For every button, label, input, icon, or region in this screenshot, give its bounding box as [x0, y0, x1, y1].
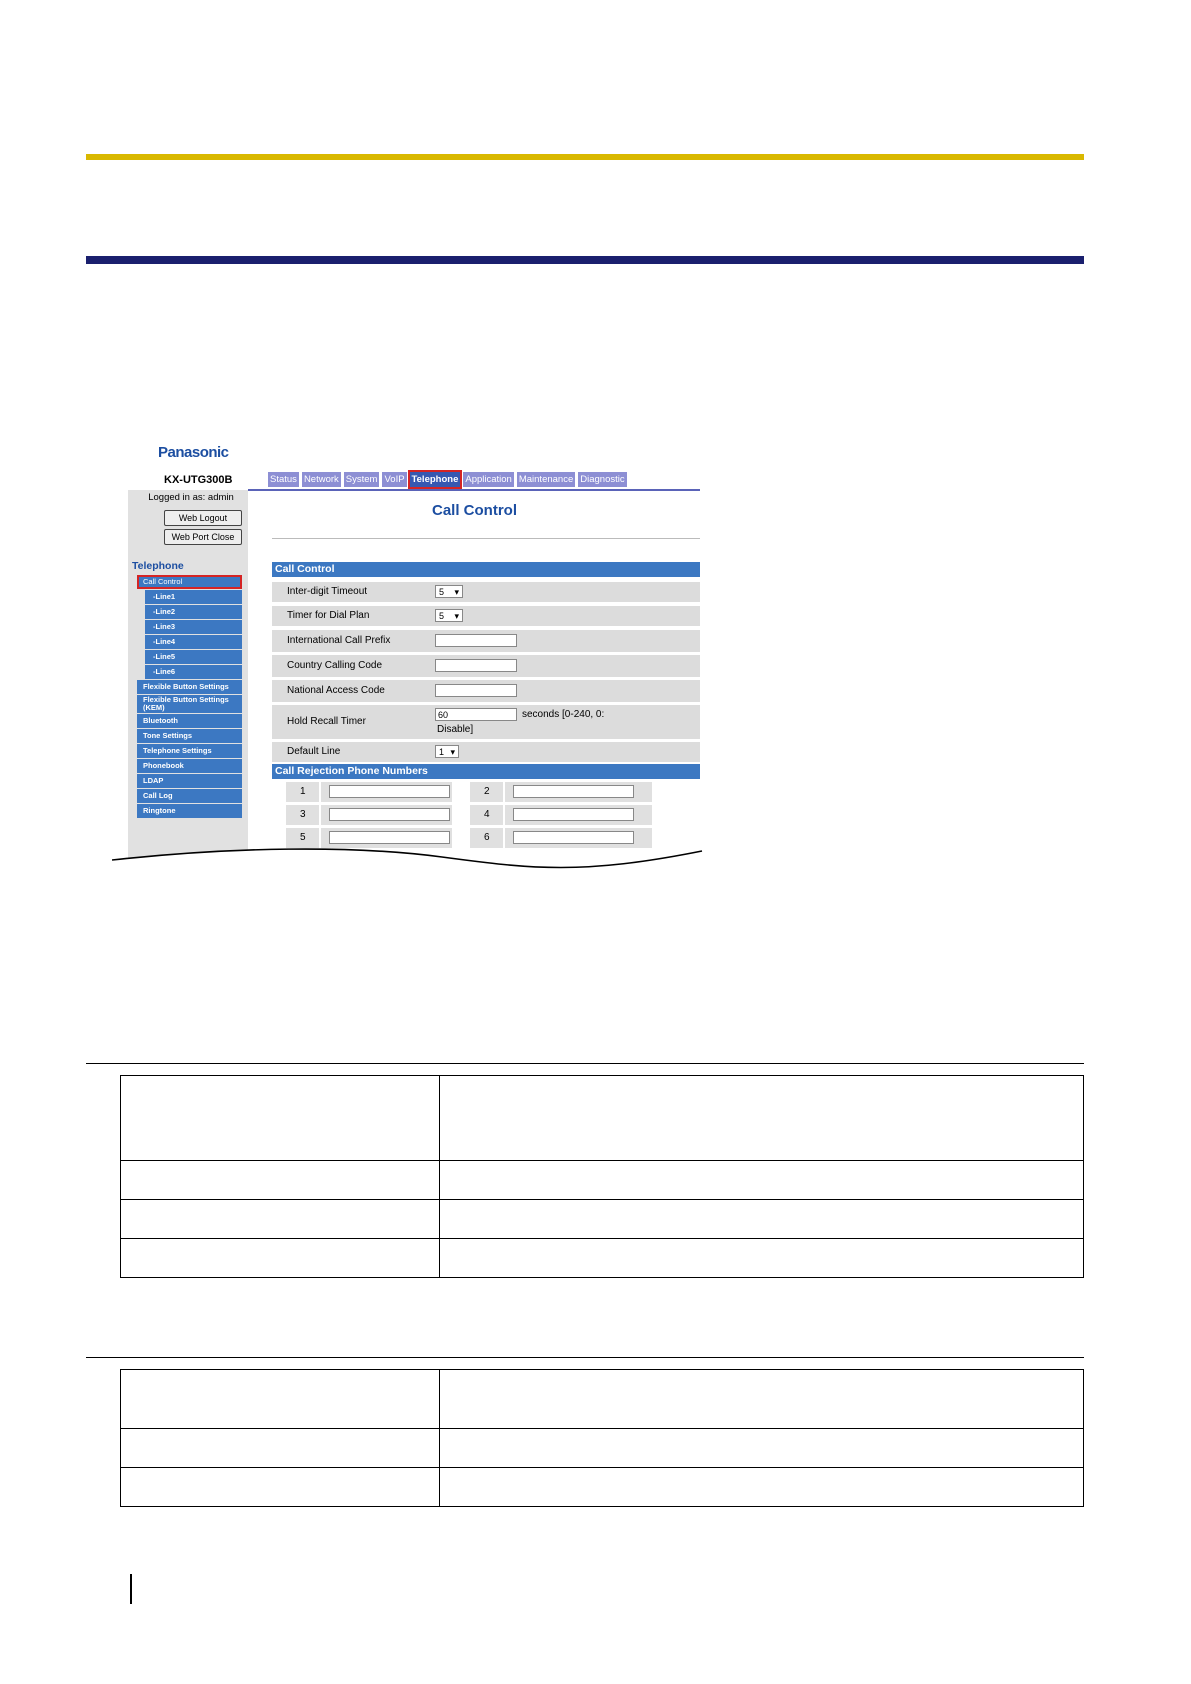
- nav-tone-settings[interactable]: Tone Settings: [137, 729, 242, 743]
- page-title: Call Control: [432, 502, 517, 519]
- row-country-code: [272, 655, 700, 677]
- rejection-input-3[interactable]: [329, 808, 450, 821]
- intl-prefix-label: International Call Prefix: [287, 635, 391, 646]
- inter-digit-select[interactable]: 5 ▾: [435, 585, 463, 598]
- table-row: [121, 1200, 1084, 1239]
- tab-status[interactable]: Status: [270, 474, 297, 485]
- nav-call-log[interactable]: Call Log: [137, 789, 242, 803]
- hold-recall-hint-1: seconds [0-240, 0:: [522, 709, 605, 720]
- rejection-field-cell: [321, 782, 452, 802]
- nav-flexible-button-settings-kem[interactable]: Flexible Button Settings (KEM): [137, 695, 242, 713]
- rejection-number-label: 3: [286, 805, 319, 825]
- hold-recall-label: Hold Recall Timer: [287, 716, 366, 727]
- main-tabs: [268, 472, 627, 487]
- section-rule-2: [86, 1357, 1084, 1358]
- tab-telephone[interactable]: Telephone: [411, 474, 459, 485]
- nav-bluetooth[interactable]: Bluetooth: [137, 714, 242, 728]
- rejection-input-2[interactable]: [513, 785, 634, 798]
- table-1: [120, 1075, 1084, 1278]
- rejection-number-label: 1: [286, 782, 319, 802]
- nav-ringtone[interactable]: Ringtone: [137, 804, 242, 818]
- tab-application[interactable]: Application: [465, 474, 512, 485]
- brand-logo: Panasonic: [158, 444, 229, 461]
- logged-in-label: Logged in as: admin: [148, 492, 234, 503]
- nav-flexible-button-settings[interactable]: Flexible Button Settings: [137, 680, 242, 694]
- page-footer-bar: [130, 1574, 132, 1604]
- header-accent-rule: [86, 154, 1084, 160]
- nav-line5[interactable]: -Line5: [145, 650, 242, 664]
- rejection-input-1[interactable]: [329, 785, 450, 798]
- rejection-field-cell: [321, 805, 452, 825]
- table-row: [121, 1429, 1084, 1468]
- tab-underline: [248, 489, 700, 491]
- tab-network[interactable]: Network: [303, 474, 339, 485]
- nav-phonebook[interactable]: Phonebook: [137, 759, 242, 773]
- rejection-field-cell: [505, 782, 652, 802]
- default-line-label: Default Line: [287, 746, 341, 757]
- nav-line2[interactable]: -Line2: [145, 605, 242, 619]
- nav-line3[interactable]: -Line3: [145, 620, 242, 634]
- table-row: [121, 1370, 1084, 1429]
- hold-recall-hint-2: Disable]: [437, 724, 474, 735]
- section-call-control: Call Control: [272, 562, 700, 577]
- rejection-number-label: 4: [470, 805, 503, 825]
- row-default-line: [272, 742, 700, 762]
- dial-plan-label: Timer for Dial Plan: [287, 610, 370, 621]
- call-control-screenshot: [120, 440, 700, 865]
- section-call-rejection: Call Rejection Phone Numbers: [272, 764, 700, 779]
- inter-digit-label: Inter-digit Timeout: [287, 586, 368, 597]
- row-intl-call-prefix: [272, 630, 700, 652]
- nav-ldap[interactable]: LDAP: [137, 774, 242, 788]
- nav-call-control[interactable]: Call Control: [137, 575, 242, 589]
- nav-line1[interactable]: -Line1: [145, 590, 242, 604]
- header-title-rule: [86, 256, 1084, 264]
- tab-diagnostic[interactable]: Diagnostic: [580, 474, 625, 485]
- screenshot-torn-edge: [112, 835, 712, 935]
- model-name: KX-UTG300B: [164, 474, 233, 486]
- row-hold-recall: [272, 705, 700, 739]
- tab-voip[interactable]: VoIP: [384, 474, 405, 485]
- row-timer-dial-plan: [272, 606, 700, 626]
- table-row: [121, 1468, 1084, 1507]
- rejection-number-label: 6: [470, 828, 503, 848]
- country-code-input[interactable]: [435, 659, 517, 672]
- web-port-close-button[interactable]: Web Port Close: [164, 529, 242, 545]
- table-row: [121, 1076, 1084, 1161]
- section-rule-1: [86, 1063, 1084, 1064]
- table-row: [121, 1239, 1084, 1278]
- rejection-number-label: 5: [286, 828, 319, 848]
- tab-system[interactable]: System: [345, 474, 378, 485]
- tab-maintenance[interactable]: Maintenance: [518, 474, 574, 485]
- sidebar-nav: [137, 575, 242, 818]
- nav-line6[interactable]: -Line6: [145, 665, 242, 679]
- country-code-label: Country Calling Code: [287, 660, 383, 671]
- table-2: [120, 1369, 1084, 1507]
- nav-line4[interactable]: -Line4: [145, 635, 242, 649]
- row-inter-digit-timeout: [272, 582, 700, 602]
- national-access-input[interactable]: [435, 684, 517, 697]
- national-access-label: National Access Code: [287, 685, 385, 696]
- default-line-select[interactable]: 1 ▾: [435, 745, 459, 758]
- dial-plan-select[interactable]: 5 ▾: [435, 609, 463, 622]
- sidebar-title: Telephone: [132, 560, 184, 572]
- row-national-access: [272, 680, 700, 702]
- table-row: [121, 1161, 1084, 1200]
- web-logout-button[interactable]: Web Logout: [164, 510, 242, 526]
- intl-prefix-input[interactable]: [435, 634, 517, 647]
- rejection-number-label: 2: [470, 782, 503, 802]
- nav-telephone-settings[interactable]: Telephone Settings: [137, 744, 242, 758]
- title-separator: [272, 538, 700, 539]
- rejection-input-4[interactable]: [513, 808, 634, 821]
- rejection-field-cell: [505, 805, 652, 825]
- hold-recall-input[interactable]: 60: [435, 708, 517, 721]
